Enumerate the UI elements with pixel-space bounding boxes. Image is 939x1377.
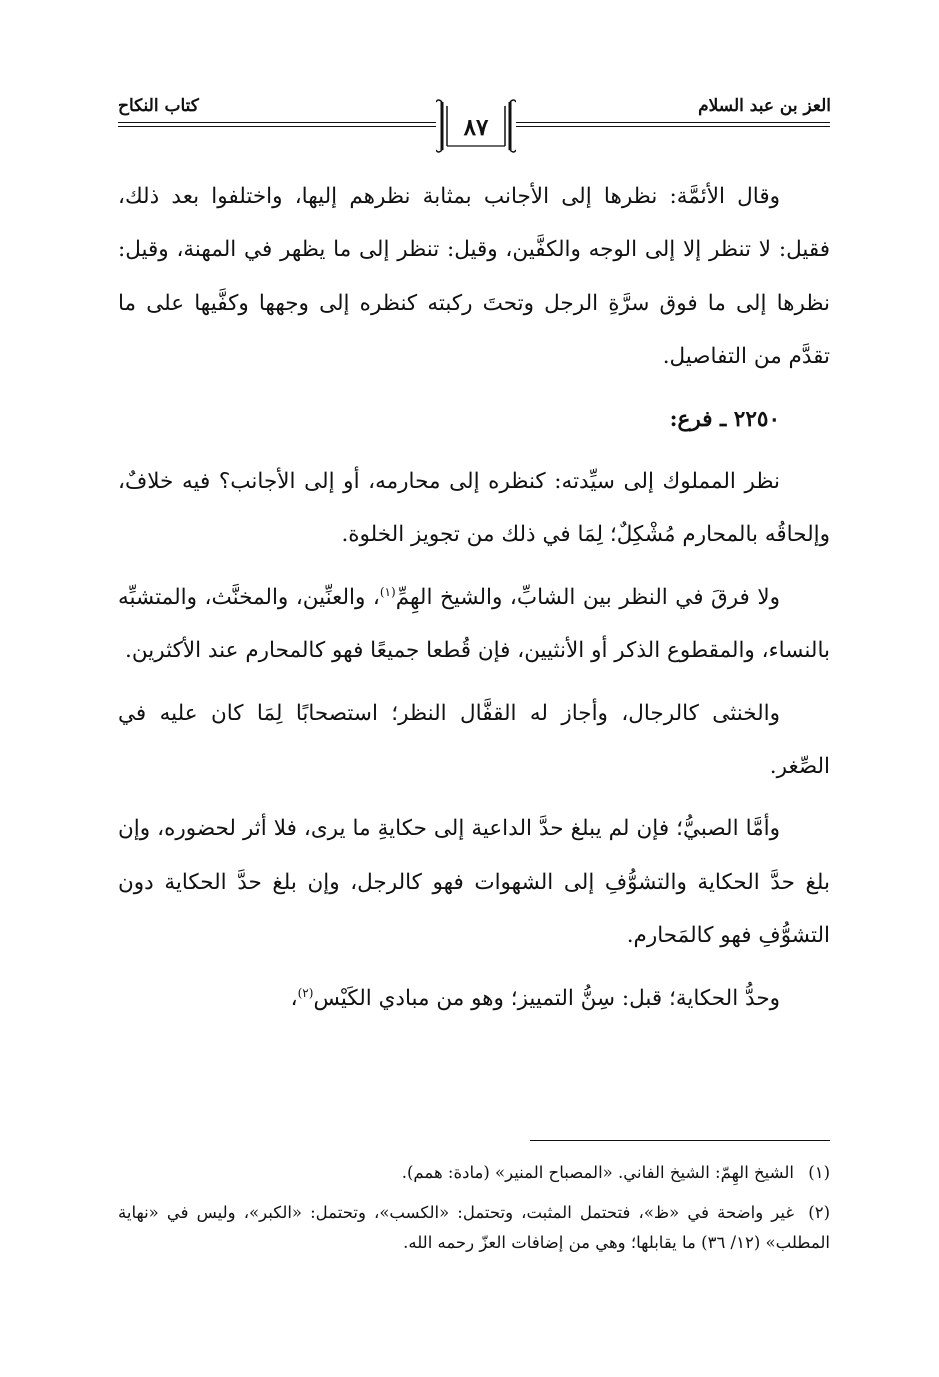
running-header-author: العز بن عبد السلام (698, 96, 831, 116)
footnote-ref: (٢) (297, 985, 314, 1000)
section-heading: ٢٢٥٠ ـ فرع: (669, 406, 780, 432)
main-text (118, 170, 830, 1034)
page-number-frame (436, 98, 516, 154)
paragraph: وأمَّا الصبيُّ؛ فإن لم يبلغ حدَّ الداعية إلى حكايةِ ما يرى، فلا أثر لحضوره، وإن بلغ حدَّ الحكاية والتشوُّفِ إلى الشهوات فهو كالرجل، وإن بلغ حدَّ الحكاية دون التشوُّفِ فهو كالمَحارم. (118, 816, 830, 949)
paragraph: نظر المملوك إلى سيِّدته: كنظره إلى محارمه، أو إلى الأجانب؟ فيه خلافٌ، وإلحاقُه بالمحارم مُشْكِلٌ؛ لِمَا في ذلك من تجويز الخلوة. (118, 469, 830, 548)
footnotes (118, 1158, 830, 1268)
header-rule (118, 122, 436, 123)
paragraph-text: وحدُّ الحكاية؛ قبل: سِنُّ التمييز؛ وهو من مبادي الكَيْس (313, 985, 780, 1011)
running-header-book: كتاب النكاح (118, 96, 199, 116)
paragraph-text: ولا فرقَ في النظر بين الشابِّ، والشيخ الهِمِّ (395, 584, 781, 610)
header-rule (516, 122, 830, 123)
paragraph-text: ، والعنِّين، والمخنَّث، والمتشبِّه بالنساء، والمقطوع الذكر أو الأنثيين، فإن قُطعا جميعًا فهو كالمحارم عند الأكثرين. (118, 584, 830, 664)
paragraph: والخنثى كالرجال، وأجاز له القفَّال النظر؛ استصحابًا لِمَا كان عليه في الصِّغر. (118, 700, 830, 780)
footnote-separator (530, 1140, 830, 1141)
footnote-text: غير واضحة في «ظ»، فتحتمل المثبت، وتحتمل: «الكسب»، وتحتمل: «الكبر»، وليس في «نهاية المطلب» (١٢/ ٣٦) ما يقابلها؛ وهي من إضافات العزّ رحمه الله. (118, 1203, 830, 1252)
footnote-number: (٢) (808, 1203, 830, 1222)
paragraph: وقال الأئمَّة: نظرها إلى الأجانب بمثابة نظرهم إليها، واختلفوا بعد ذلك، فقيل: لا تنظر إلا إلى الوجه والكفَّين، وقيل: تنظر إلى ما يظهر في المهنة، وقيل: نظرها إلى ما فوق سرَّةِ الرجل وتحتَ ركبته كنظره إلى وجهها وكفَّيها على ما تقدَّم من التفاصيل. (118, 184, 830, 370)
paragraph-text: ، (290, 985, 298, 1011)
page-number: ٨٧ (463, 114, 489, 141)
header-rule (516, 126, 830, 127)
paragraph (118, 571, 830, 678)
paragraph (118, 972, 830, 1025)
header-rule (118, 126, 436, 127)
footnote (118, 1198, 830, 1258)
footnote-ref: (١) (379, 584, 396, 599)
footnote-text: الشيخ الهِمّ: الشيخ الفاني. «المصباح المنير» (مادة: همم). (401, 1163, 794, 1182)
footnote-number: (١) (808, 1163, 830, 1182)
footnote (118, 1158, 830, 1188)
